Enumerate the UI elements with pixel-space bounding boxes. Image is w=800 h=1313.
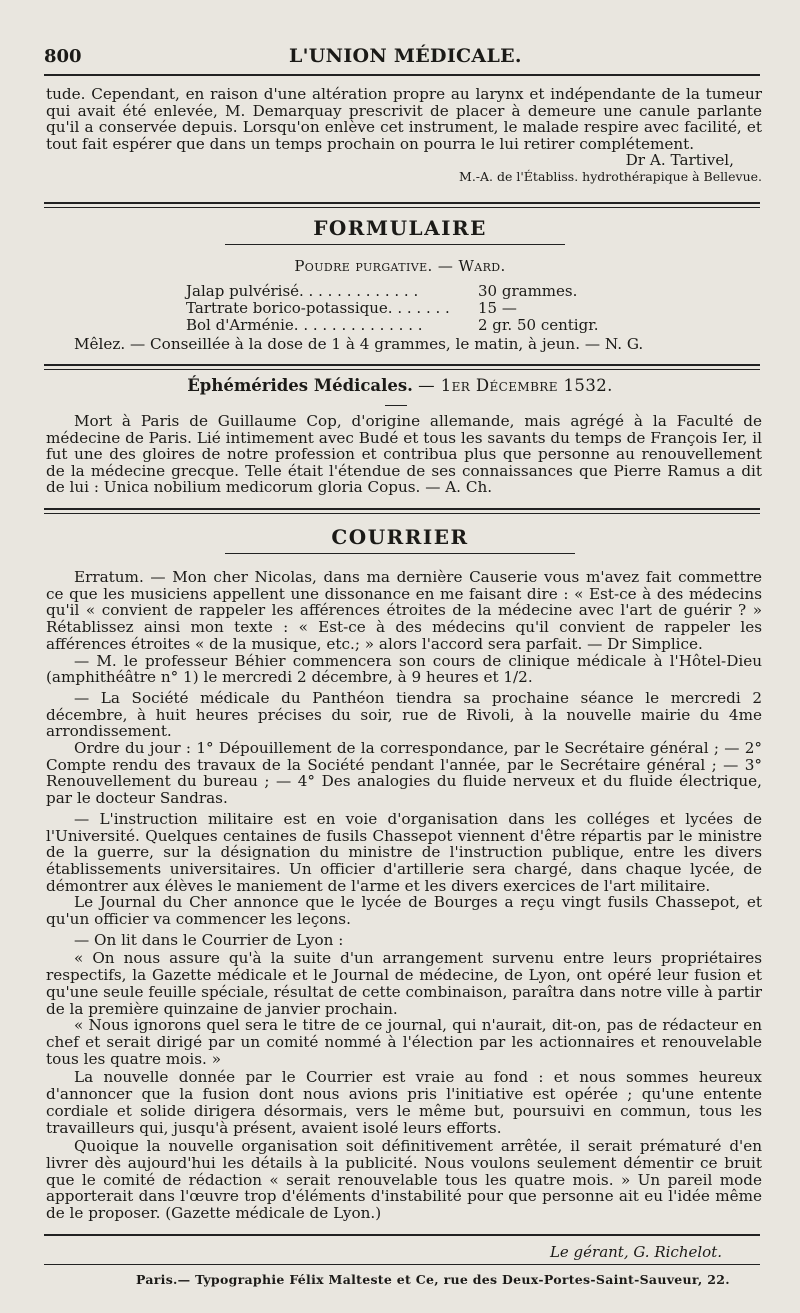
journal-title: L'UNION MÉDICALE. bbox=[289, 45, 522, 67]
section-rule-thin bbox=[44, 369, 760, 370]
formula-item bbox=[186, 282, 578, 300]
courrier-paragraph: Ordre du jour : 1° Dépouillement de la correspondance, par le Secrétaire général ; — 2° Compte rendu des travaux de la Société pendant l'année, par le Secrétaire général ; — 3° Renouvellement du bureau ; — 4° Des analogies du fluide nerveux et du fluide électrique, par le docteur Sandras. bbox=[46, 739, 762, 808]
formula-item-name: Tartrate borico-potassique. . . . . . . bbox=[186, 299, 450, 317]
intro-section bbox=[46, 86, 762, 186]
courrier-paragraph: Le Journal du Cher annonce que le lycée de Bourges a reçu vingt fusils Chassepot, et qu'un officier va commencer les leçons. bbox=[46, 893, 762, 929]
formula-item bbox=[186, 299, 517, 317]
formula-list bbox=[186, 282, 599, 334]
courrier-paragraph: — L'instruction militaire est en voie d'organisation dans les colléges et lycées de l'Université. Quelques centaines de fusils Chassepot viennent d'être répartis par le ministre de la guerre, sur la désignation du ministre de l'instruction publique, entre les divers établissements universitaires. Un officier d'artillerie sera chargé, dans chaque lycée, de démontrer aux élèves le maniement de l'arme et les divers exercices de l'art militaire. bbox=[46, 809, 762, 895]
signature-title: M.-A. de l'Établiss. hydrothérapique à Bellevue. bbox=[459, 168, 762, 184]
courrier-paragraph: « Nous ignorons quel sera le titre de ce journal, qui n'aurait, dit-on, pas de rédacteur en chef et serait dirigé par un comité nommé à l'élection par les actionnaires et renouvelable tous les quatre mois. » bbox=[46, 1016, 762, 1068]
running-header bbox=[44, 46, 758, 76]
footer-rule bbox=[44, 1234, 760, 1236]
formula-item-name: Bol d'Arménie. . . . . . . . . . . . . . bbox=[186, 316, 423, 334]
footer-rule-thin bbox=[44, 1264, 760, 1265]
formula-item-name: Jalap pulvérisé. . . . . . . . . . . . . bbox=[186, 282, 419, 300]
section-rule bbox=[44, 364, 760, 366]
heading-underline bbox=[225, 553, 575, 554]
section-rule-thin bbox=[44, 513, 760, 514]
section-rule bbox=[44, 508, 760, 510]
courrier-paragraph: Quoique la nouvelle organisation soit définitivement arrêtée, il serait prématuré d'en livrer dès aujourd'hui les détails à la publicité. Nous voulons seulement démentir ce bruit que le comité de rédaction « serait renouvelable tous les quatre mois. » Un pareil mode apporterait dans l'œuvre trop d'éléments d'instabilité pour que personne ait eu l'idée même de le proposer. (Gazette médicale de Lyon.) bbox=[46, 1137, 762, 1223]
section-rule-thin bbox=[44, 207, 760, 208]
courrier-paragraph: La nouvelle donnée par le Courrier est vraie au fond : et nous sommes heureux d'annoncer que la fusion dont nous avions pris l'initiative est opérée ; qu'une entente cordiale et solide dirigera désormais, vers le même but, poursuivi en commun, tous les travailleurs qui, jusqu'à présent, avaient isolé leurs efforts. bbox=[46, 1068, 762, 1137]
header-rule bbox=[44, 74, 760, 76]
formula-item-qty: 15 — bbox=[478, 299, 517, 317]
courrier-paragraph: — On lit dans le Courrier de Lyon : bbox=[74, 930, 344, 949]
formula-note-block bbox=[46, 336, 762, 353]
section-rule bbox=[44, 202, 760, 204]
courrier-heading: COURRIER bbox=[331, 525, 469, 549]
formula-item-qty: 2 gr. 50 centigr. bbox=[478, 316, 599, 334]
signature-name: Dr A. Tartivel, bbox=[625, 151, 734, 170]
ephemerides-section bbox=[46, 413, 762, 496]
courrier-paragraph: — La Société médicale du Panthéon tiendra sa prochaine séance le mercredi 2 décembre, à huit heures précises du soir, rue de Rivoli, à la nouvelle mairie du 4me arrondissement. bbox=[46, 688, 762, 741]
ephemerides-date: — 1er Décembre 1532. bbox=[418, 376, 613, 395]
short-dash-rule bbox=[385, 405, 407, 406]
courrier-section bbox=[46, 569, 762, 1222]
ephemerides-title: Éphémérides Médicales. bbox=[187, 376, 413, 395]
courrier-paragraph: Erratum. — Mon cher Nicolas, dans ma dernière Causerie vous m'avez fait commettre ce que les musiciens appellent une dissonance en me faisant dire : « Est-ce à des médecins qu'il « convient de rappeler les afférences étroites de la médecine avec l'art de guérir ? » Rétablissez ainsi mon texte : « Est-ce à des médecins qu'il convient de rappeler les afférences étroites « de la musique, etc.; » alors l'accord sera parfait. — Dr Simplice. bbox=[46, 568, 762, 653]
gerant-line: Le gérant, G. Richelot. bbox=[549, 1243, 722, 1261]
courrier-paragraph: « On nous assure qu'à la suite d'un arrangement survenu entre leurs propriétaires respectifs, la Gazette médicale et le Journal de médecine, de Lyon, ont opéré leur fusion et qu'une seule feuille spéciale, résultat de cette combinaison, paraîtra dans notre ville à partir de la première quinzaine de janvier prochain. bbox=[46, 949, 762, 1018]
courrier-paragraph: — M. le professeur Béhier commencera son cours de clinique médicale à l'Hôtel-Dieu (amphithéâtre n° 1) le mercredi 2 décembre, à 9 heures et 1/2. bbox=[46, 651, 762, 687]
ephemerides-heading bbox=[0, 376, 800, 395]
ephemerides-text: Mort à Paris de Guillaume Cop, d'origine allemande, mais agrégé à la Faculté de médecine de Paris. Lié intimement avec Budé et tous les savants du temps de François Ier, il fut une des gloires de notre profession et contribua plus que personne au renouvellement de la médecine grecque. Telle était l'étendue de ses connaissances que Pierre Ramus a dit de lui : Unica nobilium medicorum gloria Copus. — A. Ch. bbox=[46, 412, 762, 497]
formula-item bbox=[186, 316, 599, 334]
formula-note: Mêlez. — Conseillée à la dose de 1 à 4 grammes, le matin, à jeun. — N. G. bbox=[74, 335, 644, 353]
intro-paragraph: tude. Cependant, en raison d'une altération propre au larynx et indépendante de la tumeur qui avait été enlevée, M. Demarquay prescrivit de placer à demeure une canule parlante qu'il a conservée depuis. Lorsqu'on enlève cet instrument, le malade respire avec facilité, et tout fait espérer que dans un temps prochain on pourra le lui retirer complétement. bbox=[46, 85, 762, 153]
heading-underline bbox=[225, 244, 565, 245]
formulaire-heading: FORMULAIRE bbox=[313, 216, 487, 240]
formula-item-qty: 30 grammes. bbox=[478, 282, 578, 300]
imprint-line: Paris.— Typographie Félix Malteste et Ce, rue des Deux-Portes-Saint-Sauveur, 22. bbox=[136, 1272, 730, 1287]
page-number: 800 bbox=[44, 46, 82, 67]
formula-subtitle: Poudre purgative. — Ward. bbox=[294, 257, 506, 275]
